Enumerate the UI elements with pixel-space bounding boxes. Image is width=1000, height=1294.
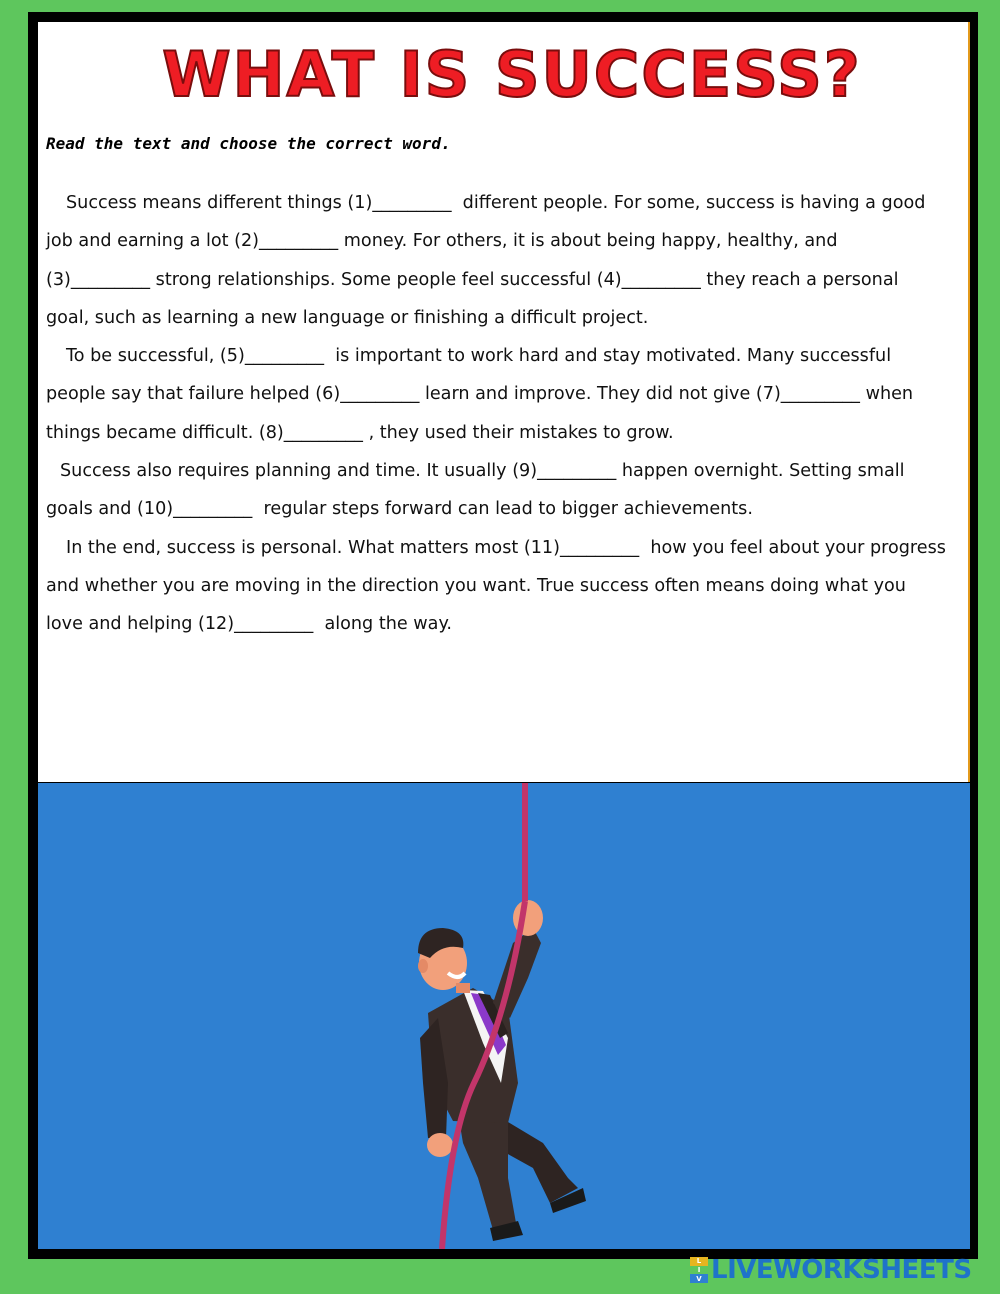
brand-name: LIVEWORKSHEETS [711,1255,972,1285]
businessman-climbing-illustration [38,783,970,1249]
paragraph [46,529,952,644]
paragraph-text: Success means different things (1)_________ different people. For some, success is having a good job and earning a lot (2)_________ money. For others, it is about being happy, healthy, and (3)_________ strong relationships. Some people feel successful (4)_________ they reach a personal goal, such as learning a new language or finishing a difficult project. [46,193,932,328]
liveworksheets-icon: L I V [690,1257,708,1283]
paragraph-text: To be successful, (5)_________ is important to work hard and stay motivated. Many successful people say that failure helped (6)_________ learn and improve. They did not give (7)_________ when things became difficult. (8)_________ , they used their mistakes to grow. [46,346,919,443]
illustration-panel [38,783,970,1249]
page-title: WHAT IS SUCCESS? [162,38,862,111]
instruction-text: Read the text and choose the correct word. [46,134,451,153]
paragraph-text: In the end, success is personal. What matters most (11)_________ how you feel about your progress and whether you are moving in the direction you want. True success often means doing what you love and helping (12)_________ along the way. [46,537,952,635]
liveworksheets-logo [690,1255,972,1285]
paragraph-text: Success also requires planning and time. It usually (9)_________ happen overnight. Setting small goals and (10)_________ regular steps forward can lead to bigger achievements. [46,461,911,520]
paragraph [46,184,946,337]
paragraph [46,337,946,452]
paragraph [46,452,946,529]
reading-text [46,184,952,644]
